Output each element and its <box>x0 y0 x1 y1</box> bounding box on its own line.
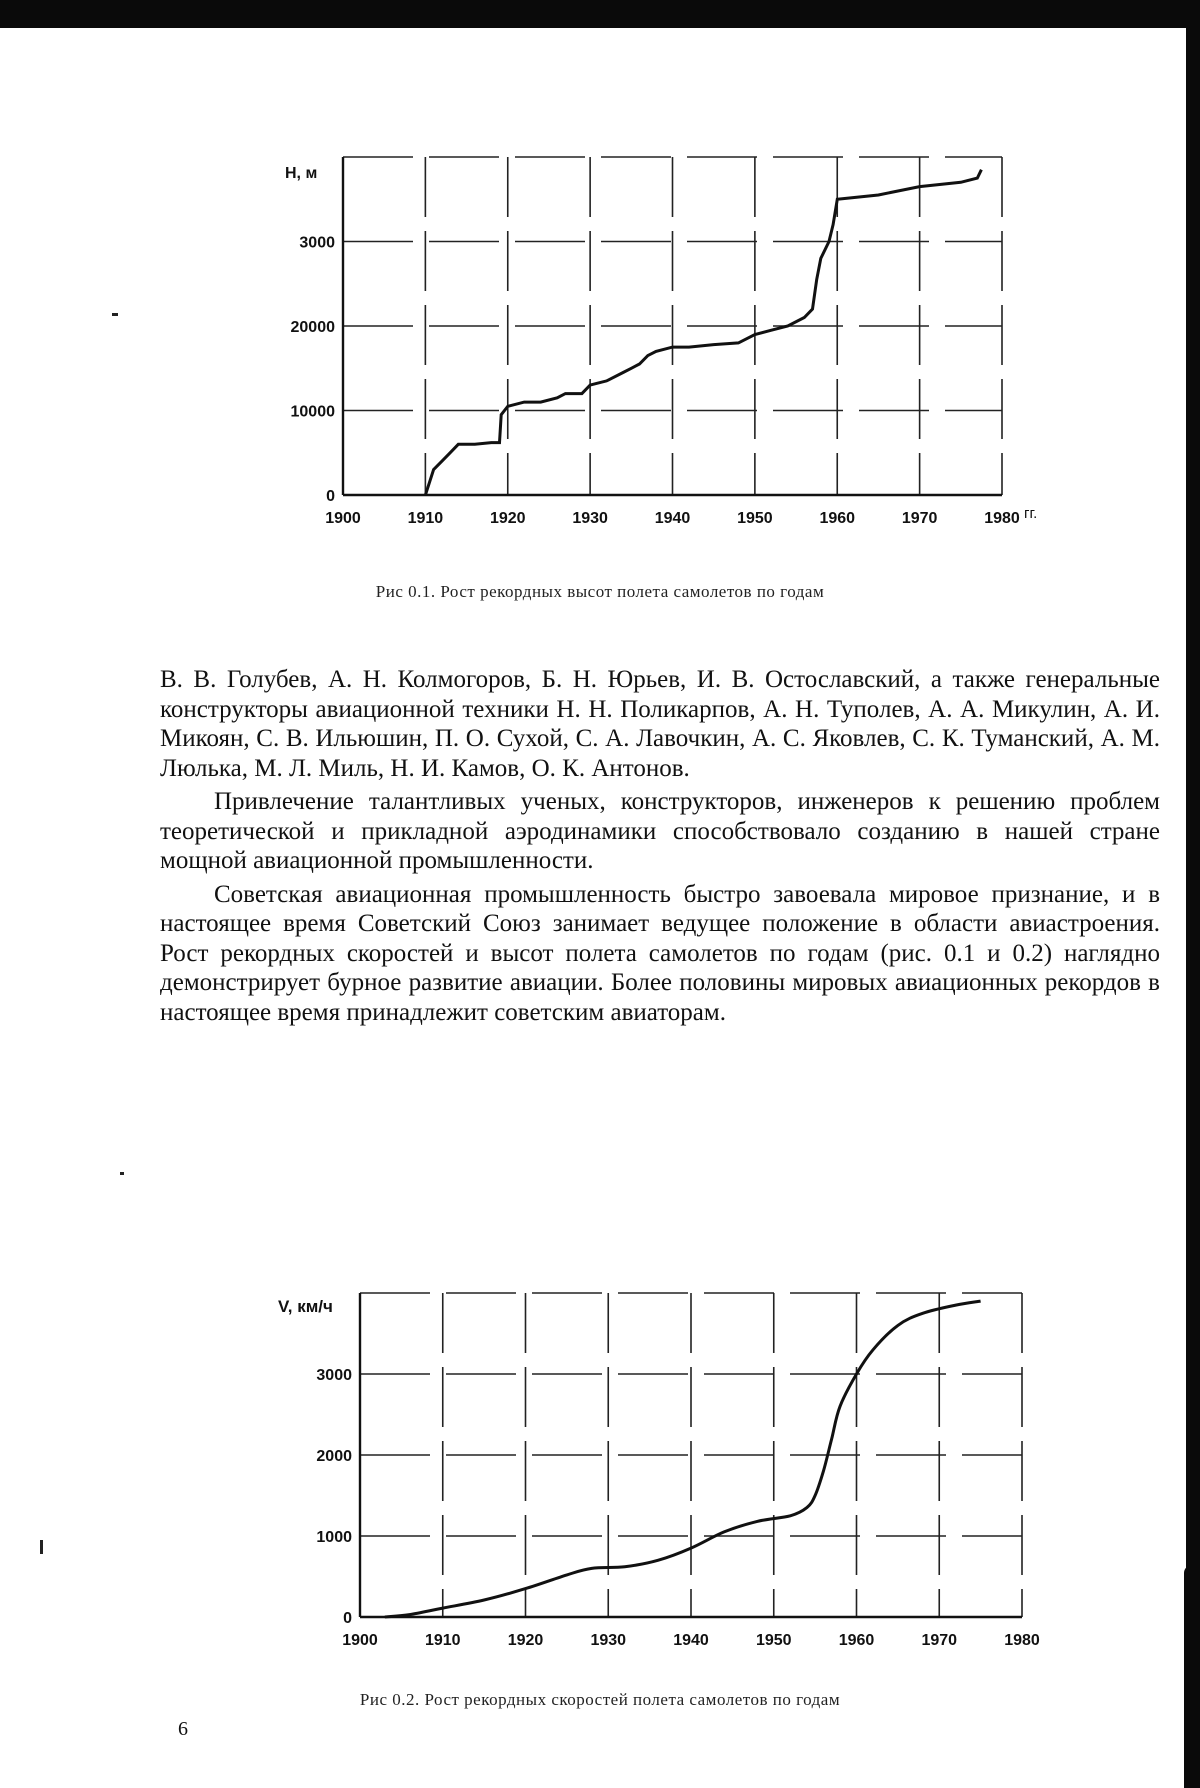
y-axis-label: V, км/ч <box>278 1297 333 1316</box>
scan-speck <box>120 1172 124 1175</box>
y-tick-label: 3000 <box>316 1367 352 1384</box>
paragraph-2: Привлечение талантливых ученых, конструкторов, инженеров к решению проблем теоретической и прикладной аэродинамики способствовало созданию в нашей стране мощной авиационной промышленности. <box>160 788 1160 874</box>
y-tick-label: 0 <box>343 1610 352 1627</box>
figure1-caption: Рис 0.1. Рост рекордных высот полета самолетов по годам <box>375 582 825 601</box>
x-tick-label: 1920 <box>489 510 526 527</box>
altitude-record-line <box>425 170 981 495</box>
y-tick-label: 3000 <box>299 234 335 252</box>
x-tick-label: 1970 <box>901 510 938 527</box>
x-tick-label: 1930 <box>590 1632 627 1649</box>
y-tick-label: 10000 <box>290 403 335 421</box>
y-tick-label: 2000 <box>316 1448 352 1465</box>
y-tick-labels <box>291 235 336 506</box>
y-tick-label: 20000 <box>290 319 335 336</box>
speed-record-curve <box>385 1301 981 1617</box>
x-tick-label: 1940 <box>673 1632 709 1649</box>
x-tick-label: 1970 <box>921 1632 958 1649</box>
figure-altitude-chart <box>0 0 1200 580</box>
figure2-caption: Рис 0.2. Рост рекордных скоростей полета самолетов по годам <box>359 1690 841 1709</box>
figure-speed-chart <box>0 1250 1200 1670</box>
x-tick-label: 1910 <box>407 510 444 527</box>
body-text <box>160 665 1160 1027</box>
x-tick-label: 1980 <box>984 510 1020 527</box>
y-tick-label: 0 <box>326 488 335 505</box>
x-tick-labels <box>342 1632 1040 1649</box>
x-tick-label: 1960 <box>819 510 856 527</box>
x-tick-label: 1910 <box>424 1632 461 1649</box>
x-tick-labels <box>325 510 1020 527</box>
x-tick-label: 1920 <box>507 1632 544 1649</box>
x-axis-unit: гг. <box>1024 505 1038 522</box>
x-tick-label: 1950 <box>755 1632 792 1649</box>
paragraph-1: В. В. Голубев, А. Н. Колмогоров, Б. Н. Юрьев, И. В. Остославский, а также генеральные конструкторы авиационной техники Н. Н. Поликарпов, А. Н. Туполев, А. А. Микулин, А. И. Микоян, С. В. Ильюшин, П. О. Сухой, С. А. Лавочкин, А. С. Яковлев, С. К. Туманский, А. М. Люлька, М. Л. Миль, Н. И. Камов, О. К. Антонов. <box>160 666 1160 782</box>
x-tick-label: 1900 <box>342 1632 378 1649</box>
y-tick-labels <box>316 1367 352 1627</box>
x-tick-label: 1930 <box>572 510 608 527</box>
paragraph-3: Советская авиационная промышленность быстро завоевала мировое признание, и в настоящее время Советский Союз занимает ведущее положение в области авиастроения. Рост рекордных скоростей и высот полета самолетов по годам (рис. 0.1 и 0.2) наглядно демонстрирует бурное развитие авиации. Более половины мировых авиационных рекордов в настоящее время принадлежит советским авиаторам. <box>160 880 1160 1026</box>
x-tick-label: 1940 <box>654 510 691 527</box>
chart-grid <box>360 1293 1022 1617</box>
x-tick-label: 1900 <box>325 510 361 527</box>
y-tick-label: 1000 <box>316 1529 352 1546</box>
x-tick-label: 1950 <box>737 510 773 527</box>
y-axis-label: Н, м <box>285 165 318 182</box>
x-tick-label: 1960 <box>838 1632 875 1649</box>
chart-grid <box>343 157 1002 495</box>
page-number: 6 <box>178 1718 188 1740</box>
x-tick-label: 1980 <box>1004 1632 1040 1649</box>
